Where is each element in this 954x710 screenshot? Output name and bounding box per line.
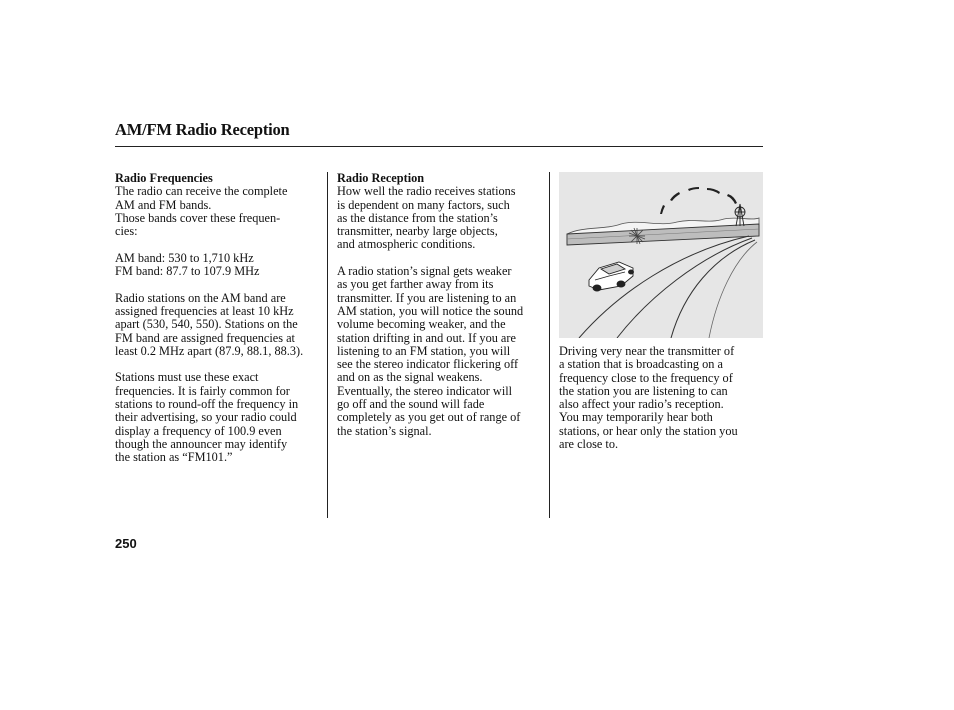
text-line: listening to an FM station, you will — [337, 343, 511, 358]
title-rule — [115, 146, 763, 147]
radio-tower-icon — [735, 204, 745, 226]
text-line: a station that is broadcasting on a — [559, 357, 723, 372]
text-line: see the stereo indicator flickering off — [337, 357, 519, 372]
text-line: transmitter, nearby large objects, — [337, 224, 498, 239]
text-line: and atmospheric conditions. — [337, 237, 476, 252]
page-number: 250 — [115, 536, 137, 551]
text-line: The radio can receive the complete — [115, 184, 288, 199]
text-line: their advertising, so your radio could — [115, 410, 297, 425]
text-line: AM station, you will notice the sound — [337, 303, 524, 318]
paragraph — [337, 265, 543, 438]
section-heading-radio-frequencies: Radio Frequencies — [115, 171, 213, 185]
paragraph — [559, 345, 763, 451]
text-line: stations to round-off the frequency in — [115, 397, 299, 412]
paragraph — [115, 292, 321, 358]
text-line: Driving very near the transmitter of — [559, 344, 735, 358]
text-line: station drifting in and out. If you are — [337, 330, 516, 345]
paragraph — [337, 185, 543, 251]
column-divider — [549, 172, 550, 518]
section-heading-radio-reception: Radio Reception — [337, 171, 425, 185]
text-line: Eventually, the stereo indicator will — [337, 383, 513, 398]
text-line: completely as you get out of range of — [337, 410, 521, 425]
text-line: A radio station’s signal gets weaker — [337, 264, 512, 279]
text-line: are close to. — [559, 437, 619, 452]
text-line: least 0.2 MHz apart (87.9, 88.1, 88.3). — [115, 343, 304, 358]
column-radio-frequencies — [115, 172, 321, 478]
text-line: transmitter. If you are listening to an — [337, 290, 517, 305]
page-title: AM/FM Radio Reception — [115, 120, 290, 139]
text-line: the station you are listening to can — [559, 383, 728, 398]
text-line: assigned frequencies at least 10 kHz — [115, 303, 294, 318]
text-line: is dependent on many factors, such — [337, 197, 510, 212]
text-line: display a frequency of 100.9 even — [115, 423, 282, 438]
text-line: frequency close to the frequency of — [559, 370, 733, 385]
text-line: volume becoming weaker, and the — [337, 317, 506, 332]
radio-reception-illustration — [559, 172, 763, 338]
text-line: You may temporarily hear both — [559, 410, 713, 425]
text-line: the station’s signal. — [337, 423, 432, 438]
text-line: though the announcer may identify — [115, 436, 288, 451]
text-line: cies: — [115, 224, 138, 239]
text-line: frequencies. It is fairly common for — [115, 383, 290, 398]
text-line: apart (530, 540, 550). Stations on the — [115, 317, 298, 332]
text-line: go off and the sound will fade — [337, 397, 485, 412]
fm-band-line: FM band: 87.7 to 107.9 MHz — [115, 264, 260, 279]
text-line: Stations must use these exact — [115, 370, 259, 385]
text-line: as you get farther away from its — [337, 277, 494, 292]
text-line: and on as the signal weakens. — [337, 370, 483, 385]
interference-burst-icon — [629, 228, 645, 244]
text-line: How well the radio receives stations — [337, 184, 516, 199]
car-icon — [589, 262, 634, 291]
text-line: Radio stations on the AM band are — [115, 290, 286, 305]
column-radio-reception — [337, 172, 543, 451]
text-line: the station as “FM101.” — [115, 450, 233, 465]
text-line: stations, or hear only the station you — [559, 423, 738, 438]
column-divider — [327, 172, 328, 518]
am-band-line: AM band: 530 to 1,710 kHz — [115, 250, 254, 265]
text-line: Those bands cover these frequen- — [115, 210, 281, 225]
paragraph — [115, 371, 321, 464]
text-line: AM and FM bands. — [115, 197, 212, 212]
column-transmitter-interference — [559, 345, 763, 465]
text-line: FM band are assigned frequencies at — [115, 330, 295, 345]
paragraph — [115, 185, 321, 238]
frequency-bands — [115, 252, 321, 279]
signal-wave-icon — [660, 187, 737, 214]
text-line: as the distance from the station’s — [337, 210, 498, 225]
text-line: also affect your radio’s reception. — [559, 397, 724, 412]
illustration-drawing — [559, 172, 763, 338]
